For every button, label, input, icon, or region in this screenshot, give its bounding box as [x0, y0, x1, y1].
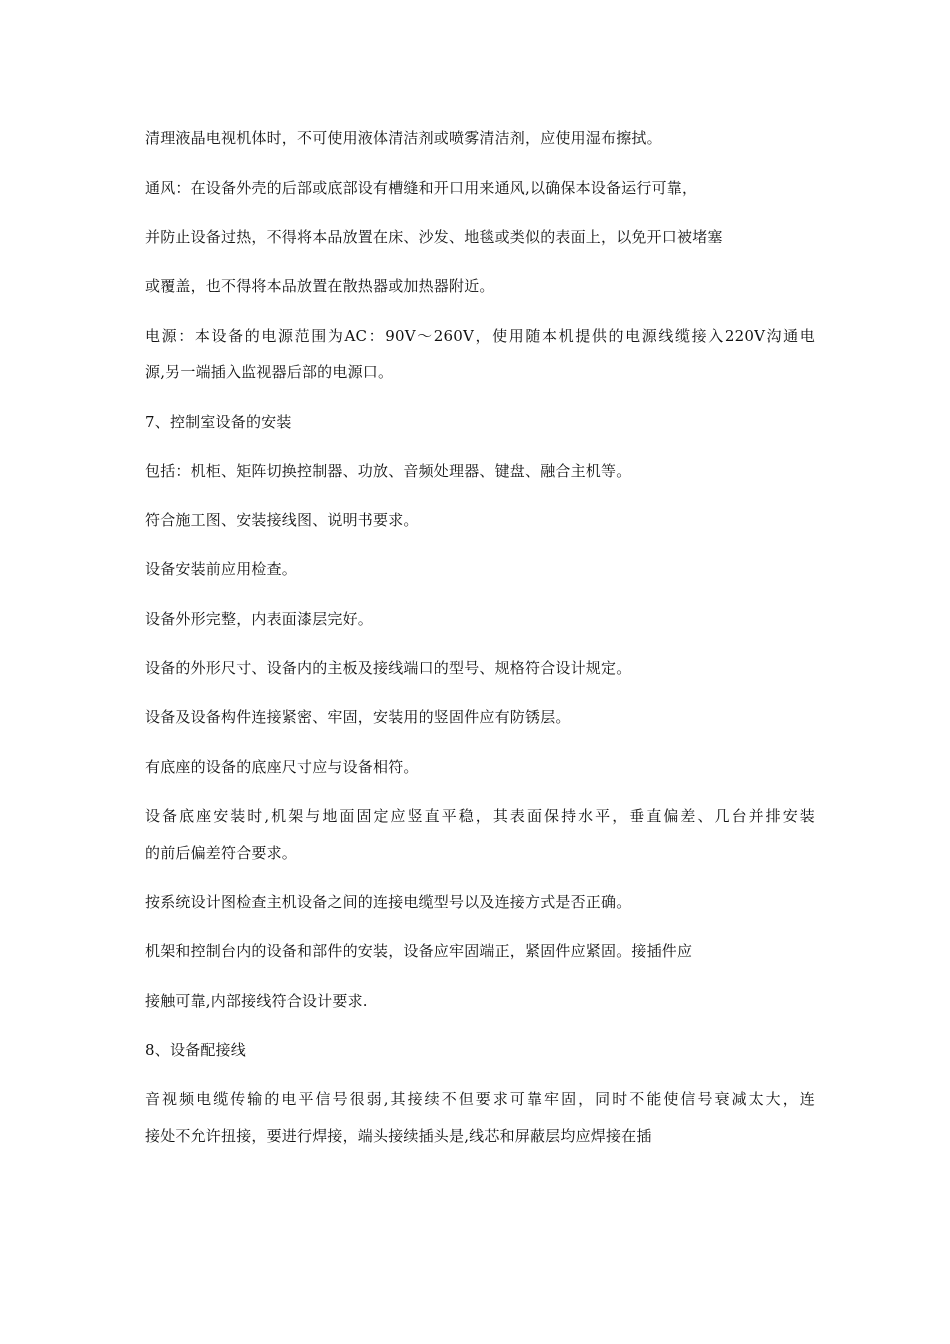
- section-heading-8: 8、设备配接线: [145, 1041, 246, 1059]
- section-heading-7: 7、控制室设备的安装: [145, 413, 292, 431]
- paragraph-rack-install-line-1: 机架和控制台内的设备和部件的安装，设备应牢固端正，紧固件应紧固。接插件应: [145, 942, 693, 960]
- paragraph-power-line-2: 源,另一端插入监视器后部的电源口。: [145, 363, 394, 381]
- paragraph-base-install-line-1: 设备底座安装时,机架与地面固定应竖直平稳，其表面保持水平，垂直偏差、几台并排安装: [145, 807, 815, 825]
- paragraph-connection: 设备及设备构件连接紧密、牢固，安装用的竖固件应有防锈层。: [145, 708, 571, 726]
- paragraph-dimensions: 设备的外形尺寸、设备内的主板及接线端口的型号、规格符合设计规定。: [145, 659, 632, 677]
- paragraph-ventilation-line-2: 并防止设备过热，不得将本品放置在床、沙发、地毯或类似的表面上，以免开口被堵塞: [145, 228, 723, 246]
- paragraph-lcd-cleaning: 清理液晶电视机体时，不可使用液体清洁剂或喷雾清洁剂，应使用湿布擦拭。: [145, 129, 662, 147]
- paragraph-rack-install-line-2: 接触可靠,内部接线符合设计要求.: [145, 992, 368, 1010]
- paragraph-cable-check: 按系统设计图检查主机设备之间的连接电缆型号以及连接方式是否正确。: [145, 893, 632, 911]
- paragraph-ventilation-line-3: 或覆盖，也不得将本品放置在散热器或加热器附近。: [145, 277, 495, 295]
- paragraph-base-size: 有底座的设备的底座尺寸应与设备相符。: [145, 758, 419, 776]
- paragraph-conform-drawings: 符合施工图、安装接线图、说明书要求。: [145, 511, 419, 529]
- paragraph-includes: 包括：机柜、矩阵切换控制器、功放、音频处理器、键盘、融合主机等。: [145, 462, 632, 480]
- paragraph-power-line-1: 电源：本设备的电源范围为AC：90V～260V，使用随本机提供的电源线缆接入220V沟通电: [145, 327, 815, 345]
- paragraph-base-install-line-2: 的前后偏差符合要求。: [145, 844, 298, 862]
- paragraph-pre-install-check: 设备安装前应用检查。: [145, 560, 298, 578]
- paragraph-ventilation-line-1: 通风：在设备外壳的后部或底部设有槽缝和开口用来通风,以确保本设备运行可靠，: [145, 179, 698, 197]
- paragraph-appearance: 设备外形完整，内表面漆层完好。: [145, 610, 374, 628]
- paragraph-av-cable-line-1: 音视频电缆传输的电平信号很弱,其接续不但要求可靠牢固，同时不能使信号衰减太大，连: [145, 1090, 815, 1108]
- paragraph-av-cable-line-2: 接处不允许扭接，要进行焊接，端头接续插头是,线芯和屏蔽层均应焊接在插: [145, 1127, 652, 1145]
